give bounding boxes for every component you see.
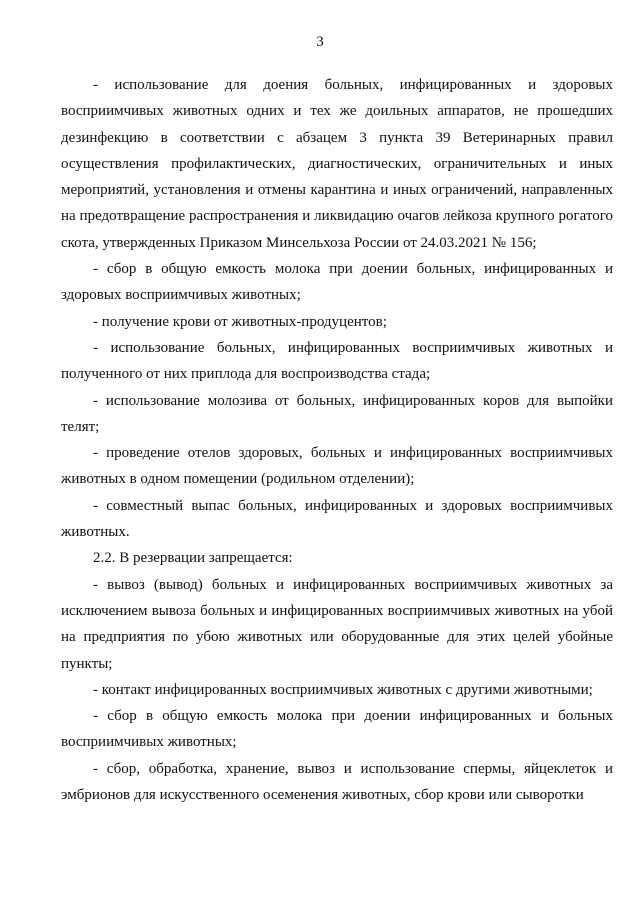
paragraph-semen-embryos: - сбор, обработка, хранение, вывоз и использование спермы, яйцеклеток и эмбрионов для искусственного осеменения животных, сбор крови или сыворотки: [61, 760, 613, 804]
document-body: [61, 72, 613, 808]
section-heading-reservation: 2.2. В резервации запрещается:: [93, 550, 293, 567]
paragraph-milk-collection: - сбор в общую емкость молока при доении больных, инфицированных и здоровых восприимчивых животных;: [61, 261, 613, 304]
paragraph-milk-collection-reservation: - сбор в общую емкость молока при доении инфицированных и больных восприимчивых животных;: [61, 708, 613, 751]
paragraph-calving: - проведение отелов здоровых, больных и инфицированных восприимчивых животных в одном помещении (родильном отделении);: [61, 445, 613, 488]
paragraph-colostrum: - использование молозива от больных, инфицированных коров для выпойки телят;: [61, 392, 613, 435]
paragraph-herd-reproduction: - использование больных, инфицированных восприимчивых животных и полученного от них приплода для воспроизводства стада;: [61, 339, 613, 383]
paragraph-milking-equipment: - использование для доения больных, инфицированных и здоровых восприимчивых животных одних и тех же доильных аппаратов, не прошедших дезинфекцию в соответствии с абзацем 3 пункта 39 Ветеринарных правил осуществления профилактических, диагностических, ограничительных и иных мероприятий, установления и отмены карантина и иных ограничений, направленных на предотвращение распространения и ликвидацию очагов лейкоза крупного рогатого скота, утвержденных Приказом Минсельхоза России от 24.03.2021 № 156;: [61, 77, 613, 251]
page-number: 3: [316, 34, 324, 50]
paragraph-blood-from-producers: - получение крови от животных-продуцентов;: [93, 313, 387, 330]
paragraph-export-animals: - вывоз (вывод) больных и инфицированных восприимчивых животных за исключением вывоза больных и инфицированных восприимчивых животных на убой на предприятия по убою животных или оборудованные для этих целей убойные пункты;: [61, 576, 613, 672]
paragraph-grazing: - совместный выпас больных, инфицированных и здоровых восприимчивых животных.: [61, 497, 613, 541]
paragraph-animal-contact: - контакт инфицированных восприимчивых животных с другими животными;: [93, 681, 593, 698]
